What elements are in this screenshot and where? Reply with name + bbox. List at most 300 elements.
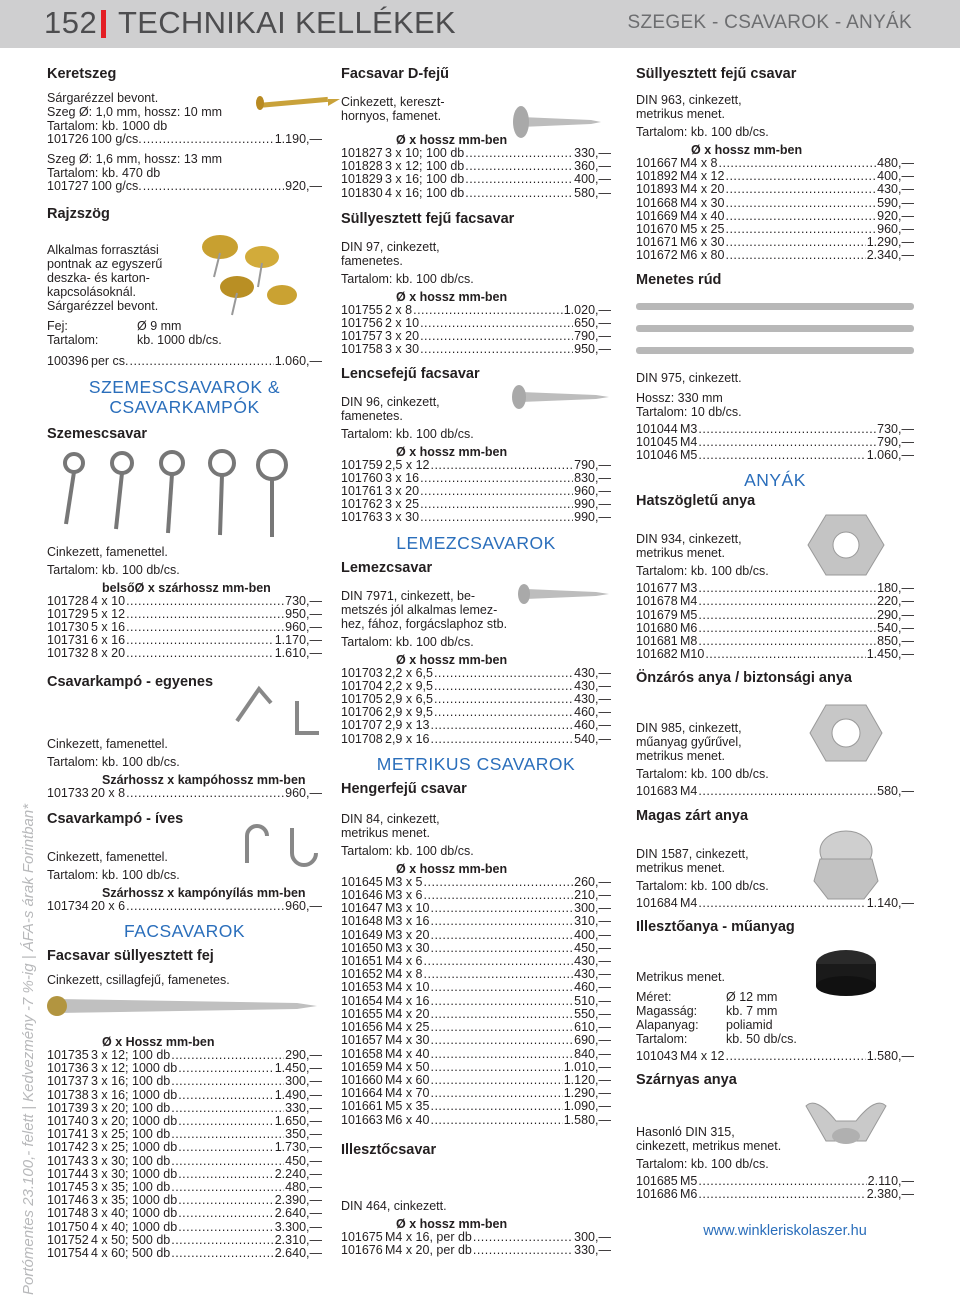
spec-tartalom [47, 333, 322, 347]
item-code: 101671 [636, 235, 678, 250]
section-title: Facsavar D-fejű [341, 66, 449, 82]
price-row [341, 1100, 611, 1113]
item-price: 960,— [285, 620, 322, 635]
section-rajzszog [47, 205, 322, 368]
item-price: 480,— [285, 1180, 322, 1195]
dot-leader [126, 634, 274, 647]
section-facsavar-d [341, 65, 611, 200]
section-title: Lemezcsavar [341, 559, 433, 576]
item-spec: M6 x 80 [680, 248, 725, 263]
item-price: 510,— [574, 993, 611, 1008]
item-code: 101757 [341, 329, 383, 344]
item-spec: 3 x 10; 100 db [385, 146, 465, 160]
item-code: 101727 [47, 179, 89, 194]
content: Tartalom: kb. 100 db/cs. [341, 426, 474, 441]
knurled-nut-image [806, 942, 886, 1002]
variant-2-line-2: Tartalom: kb. 470 db [47, 166, 161, 181]
column-header: Ø x hossz mm-ben [396, 133, 508, 147]
dot-leader [430, 1034, 573, 1047]
desc-line: metrikus menet. [636, 860, 725, 875]
price-row [341, 511, 611, 524]
item-price: 2.110,— [867, 1174, 914, 1189]
item-price: 460,— [574, 980, 611, 995]
item-code: 101680 [636, 620, 678, 635]
price-row [341, 173, 611, 186]
column-header: Ø x hossz mm-ben [691, 143, 803, 157]
item-code: 101752 [47, 1232, 89, 1247]
item-price: 290,— [285, 1048, 322, 1063]
item-code: 101659 [341, 1059, 383, 1074]
item-price: 790,— [574, 329, 611, 344]
dot-leader [178, 1168, 274, 1181]
price-list [636, 423, 914, 463]
column-header: belsőØ x szárhossz mm-ben [102, 580, 271, 595]
item-code: 101731 [47, 633, 89, 648]
item-code: 101647 [341, 901, 383, 916]
content: Tartalom: kb. 100 db/cs. [47, 867, 180, 882]
section-lemezcsavar [341, 559, 611, 746]
item-code: 101653 [341, 980, 383, 995]
item-code: 101657 [341, 1033, 383, 1048]
section-title: Facsavar süllyesztett fej [47, 948, 214, 965]
item-code: 101762 [341, 497, 383, 512]
item-code: 101681 [636, 634, 678, 649]
content: Tartalom: kb. 100 db/cs. [636, 878, 769, 893]
hex-nut-image [806, 510, 886, 580]
desc-line: DIN 97, cinkezett, [341, 239, 440, 254]
item-price: 210,— [574, 888, 611, 903]
item-price: 550,— [574, 1006, 611, 1021]
item-spec: 3 x 16; 100 db [91, 1074, 171, 1089]
price-row [341, 1048, 611, 1061]
desc-line: Sárgarézzel bevont. [47, 299, 159, 314]
desc-line: metrikus menet. [636, 749, 725, 764]
item-spec: M4 x 70 [385, 1086, 430, 1101]
item-spec: 100 g/cs. [91, 179, 142, 194]
item-price: 960,— [574, 484, 611, 499]
price-row [636, 449, 914, 462]
item-spec: M5 [680, 448, 698, 463]
dot-leader [430, 719, 573, 732]
item-code: 101658 [341, 1046, 383, 1061]
price-row [636, 785, 914, 798]
section-kampo-ives [47, 810, 322, 913]
column-header: Szárhossz x kampónyílás mm-ben [102, 885, 306, 900]
dot-leader [126, 787, 284, 800]
dot-leader [178, 1194, 274, 1207]
page-number: 152 [44, 5, 98, 40]
column-3 [636, 62, 914, 1239]
dot-leader [126, 608, 284, 621]
item-code: 101648 [341, 914, 383, 929]
price-list [636, 1175, 914, 1201]
item-code: 101759 [341, 457, 383, 472]
item-code: 101732 [47, 646, 89, 661]
item-spec: M3 [680, 421, 698, 436]
dot-leader [430, 1061, 562, 1074]
item-spec: 4 x 60; 500 db [91, 1246, 171, 1261]
item-spec: M4 x 50 [385, 1059, 430, 1074]
dot-leader [465, 187, 573, 200]
item-spec: M4 x 30 [680, 195, 725, 210]
item-spec: 3 x 16; 100 db [385, 172, 465, 187]
item-code: 101677 [636, 581, 678, 596]
price-list [341, 147, 611, 200]
item-spec: 3 x 30 [385, 510, 420, 525]
dot-leader [430, 995, 573, 1008]
item-price: 360,— [574, 159, 611, 174]
price-list [341, 1231, 611, 1257]
item-spec: 3 x 16; 1000 db [91, 1087, 178, 1102]
content: Tartalom: 10 db/cs. [636, 404, 742, 419]
dot-leader [725, 249, 865, 262]
price-row [341, 915, 611, 928]
item-spec: M4 x 16, per db [385, 1229, 472, 1244]
section-menetes-rud [636, 271, 914, 463]
item-code: 101669 [636, 208, 678, 223]
item-spec: M6 x 30 [680, 235, 725, 250]
price-row [636, 1050, 914, 1063]
section-title: Rajzszög [47, 206, 110, 223]
item-code: 101703 [341, 665, 383, 680]
item-spec: 3 x 25; 1000 db [91, 1140, 178, 1155]
dot-leader [725, 236, 865, 249]
item-spec: 3 x 40; 1000 db [91, 1206, 178, 1221]
section-banner: SZEMESCSAVAROK & CSAVARKAMPÓK [88, 376, 281, 417]
item-spec: M4 x 12 [680, 1048, 725, 1063]
item-price: 2.340,— [866, 248, 914, 263]
item-code: 101827 [341, 146, 383, 160]
item-spec: 3 x 20 [385, 329, 420, 344]
dot-leader [430, 1074, 562, 1087]
dot-leader [424, 889, 574, 902]
item-spec: 3 x 35; 1000 db [91, 1193, 178, 1208]
section-title: Menetes rúd [636, 271, 722, 288]
item-spec: M10 [680, 647, 705, 662]
item-spec: M4 x 12 [680, 169, 725, 184]
price-list [341, 459, 611, 525]
price-row [636, 423, 914, 436]
dot-leader [178, 1207, 274, 1220]
item-code: 101686 [636, 1187, 678, 1202]
item-spec: M4 [680, 784, 698, 799]
item-spec: 3 x 30; 1000 db [91, 1166, 178, 1181]
dot-leader [178, 1115, 274, 1128]
section-title: Önzárós anya / biztonsági anya [636, 670, 852, 687]
item-spec: 2,2 x 6,5 [385, 665, 433, 680]
desc-line: metszés jól alkalmas lemez- [341, 602, 498, 617]
column-header: Szárhossz x kampóhossz mm-ben [102, 772, 306, 787]
item-spec: M4 x 20 [385, 1006, 430, 1021]
desc-line: metrikus menet. [636, 107, 725, 121]
item-spec: M4 x 6 [385, 954, 423, 969]
item-price: 1.580,— [866, 1048, 914, 1063]
desc-line: pontnak az egyszerű [47, 257, 163, 272]
dot-leader [698, 436, 876, 449]
price-list [341, 876, 611, 1127]
section-banner: LEMEZCSAVAROK [396, 532, 556, 553]
item-code: 101682 [636, 647, 678, 662]
item-code: 101738 [47, 1087, 89, 1102]
section-szemescsavar [47, 425, 322, 661]
item-price: 350,— [285, 1127, 322, 1142]
desc-line: Cinkezett, kereszt- [341, 95, 445, 109]
item-code: 101741 [47, 1127, 89, 1142]
price-row [636, 249, 914, 262]
price-list [47, 595, 322, 661]
dot-leader [473, 1244, 573, 1257]
item-spec: M5 x 35 [385, 1099, 430, 1114]
item-spec: 4 x 16; 100 db [385, 185, 465, 200]
dot-leader [725, 223, 876, 236]
item-price: 1.610,— [274, 646, 322, 661]
item-spec: 100 g/cs. [91, 132, 142, 146]
item-spec: M4 [680, 594, 698, 609]
section-title: Keretszeg [47, 66, 117, 82]
section-illesztocsavar [341, 1141, 611, 1257]
section-title: Csavarkampó - egyenes [47, 673, 214, 690]
item-code: 101828 [341, 159, 383, 174]
dot-leader [719, 157, 877, 170]
header-separator [101, 10, 106, 38]
item-price: 430,— [574, 692, 611, 707]
price-row [47, 1089, 322, 1102]
dot-leader [465, 173, 573, 186]
price-row [341, 1231, 611, 1244]
item-price: 790,— [877, 434, 914, 449]
dot-leader [705, 648, 865, 661]
section-title: Illesztőcsavar [341, 1141, 437, 1158]
variant-1-line-2: Tartalom: kb. 1000 db [47, 119, 168, 133]
spec-label: Alapanyag: [636, 1017, 699, 1032]
item-spec: M4 x 8 [680, 156, 718, 170]
dot-leader [473, 1231, 573, 1244]
dot-leader [171, 1234, 274, 1247]
item-price: 180,— [877, 581, 914, 596]
item-spec: 2 x 8 [385, 302, 413, 317]
item-code: 101730 [47, 620, 89, 635]
dot-leader [178, 1141, 274, 1154]
item-price: 730,— [877, 421, 914, 436]
item-price: 1.170,— [274, 633, 322, 648]
item-price: 1.060,— [866, 448, 914, 463]
item-price: 450,— [574, 940, 611, 955]
desc: DIN 464, cinkezett. [341, 1198, 447, 1213]
dot-leader [430, 981, 573, 994]
dot-leader [171, 1247, 274, 1260]
item-spec: 20 x 8 [91, 785, 126, 800]
item-code: 101750 [47, 1219, 89, 1234]
item-price: 430,— [574, 967, 611, 982]
desc-line: DIN 1587, cinkezett, [636, 846, 749, 861]
spec-label: Magasság: [636, 1003, 698, 1018]
spec-value: kb. 50 db/cs. [726, 1031, 797, 1046]
item-price: 300,— [574, 901, 611, 916]
item-price: 1.290,— [866, 235, 914, 250]
dot-leader [725, 197, 876, 210]
threaded-rod-image [636, 297, 916, 367]
dot-leader [430, 942, 573, 955]
dot-leader [424, 968, 574, 981]
item-spec: M4 x 40 [680, 208, 725, 223]
item-spec: M3 x 16 [385, 914, 430, 929]
dot-leader [725, 183, 876, 196]
desc: Cinkezett, famenettel. [47, 544, 168, 559]
item-spec: 6 x 16 [91, 633, 126, 648]
wood-screw-image [47, 991, 317, 1021]
item-price: 330,— [574, 146, 611, 160]
section-title: Süllyesztett fejű facsavar [341, 210, 515, 227]
item-spec: 4 x 40; 1000 db [91, 1219, 178, 1234]
item-code: 101746 [47, 1193, 89, 1208]
section-title: Magas zárt anya [636, 807, 749, 824]
item-code: 101755 [341, 302, 383, 317]
item-price: 990,— [574, 497, 611, 512]
item-price: 1.020,— [563, 302, 611, 317]
dot-leader [725, 1050, 865, 1063]
item-price: 580,— [574, 185, 611, 200]
item-code: 101044 [636, 421, 678, 436]
item-code: 101654 [341, 993, 383, 1008]
section-banner: FACSAVAROK [123, 921, 246, 942]
item-price: 3.300,— [274, 1219, 322, 1234]
item-price: 1.090,— [563, 1099, 611, 1114]
section-keretszeg [47, 65, 322, 193]
item-code: 101745 [47, 1180, 89, 1195]
item-price: 300,— [574, 1229, 611, 1244]
item-spec: 3 x 16 [385, 470, 420, 485]
item-spec: M4 x 16 [385, 993, 430, 1008]
item-code: 101683 [636, 784, 678, 799]
item-spec: M4 [680, 434, 698, 449]
dot-leader [725, 170, 876, 183]
content: Tartalom: kb. 100 db/cs. [636, 767, 769, 782]
wing-nut-image [796, 1091, 896, 1151]
category-title: SZEGEK - CSAVAROK - ANYÁK [627, 12, 912, 33]
item-code: 100396 [47, 354, 89, 369]
item-code: 101667 [636, 156, 678, 170]
desc-line: DIN 84, cinkezett, [341, 811, 440, 826]
item-spec: 2,2 x 9,5 [385, 678, 433, 693]
item-spec: M4 x 20, per db [385, 1242, 472, 1257]
item-price: 2.380,— [866, 1187, 914, 1202]
price-row [341, 719, 611, 732]
item-price: 960,— [877, 222, 914, 237]
item-price: 310,— [574, 914, 611, 929]
item-price: 950,— [285, 606, 322, 621]
price-row [341, 733, 611, 746]
item-code: 101649 [341, 927, 383, 942]
price-row [47, 1221, 322, 1234]
item-spec: 20 x 6 [91, 898, 126, 913]
item-price: 610,— [574, 1020, 611, 1035]
spec-value: kb. 7 mm [726, 1003, 778, 1018]
item-code: 101705 [341, 692, 383, 707]
item-code: 101756 [341, 316, 383, 331]
dot-leader [171, 1102, 284, 1115]
dot-leader [434, 680, 573, 693]
item-code: 101739 [47, 1100, 89, 1115]
price-row [341, 981, 611, 994]
item-code: 101726 [47, 132, 89, 146]
item-code: 101706 [341, 705, 383, 720]
item-price: 400,— [574, 927, 611, 942]
spec-value: Ø 9 mm [137, 319, 182, 334]
section-hatszoglet [636, 492, 914, 661]
item-spec: 3 x 12; 100 db [91, 1048, 171, 1063]
dot-leader [424, 955, 574, 968]
item-code: 101748 [47, 1206, 89, 1221]
dot-leader [725, 210, 876, 223]
item-code: 101736 [47, 1061, 89, 1076]
dot-leader [171, 1128, 284, 1141]
dot-leader [126, 647, 274, 660]
item-price: 460,— [574, 718, 611, 733]
price-row [636, 197, 914, 210]
item-code: 101704 [341, 678, 383, 693]
item-price: 1.120,— [563, 1072, 611, 1087]
dot-leader [430, 915, 573, 928]
dot-leader [430, 929, 573, 942]
item-price: 1.580,— [563, 1112, 611, 1127]
item-price: 430,— [877, 182, 914, 197]
item-spec: M6 x 40 [385, 1112, 430, 1127]
item-price: 300,— [285, 1074, 322, 1089]
item-price: 1.190,— [274, 132, 322, 146]
section-title: Hengerfejű csavar [341, 780, 467, 797]
dot-leader [126, 621, 284, 634]
item-spec: M5 x 25 [680, 222, 725, 237]
content: Tartalom: kb. 100 db/cs. [47, 754, 180, 769]
price-row [47, 787, 322, 800]
item-price: 850,— [877, 634, 914, 649]
item-code: 101661 [341, 1099, 383, 1114]
desc-line: DIN 934, cinkezett, [636, 532, 742, 547]
price-list [636, 582, 914, 661]
item-price: 790,— [574, 457, 611, 472]
item-spec: 3 x 12; 100 db [385, 159, 465, 174]
dot-leader [178, 1089, 274, 1102]
section-illeszto-anya [636, 918, 914, 1063]
item-price: 590,— [877, 195, 914, 210]
item-spec: 5 x 16 [91, 620, 126, 635]
price-row [636, 1188, 914, 1201]
item-spec: M4 [680, 895, 698, 910]
variant-2-line-1: Szeg Ø: 1,6 mm, hossz: 13 mm [47, 152, 223, 167]
price-row [47, 1155, 322, 1168]
dot-leader [430, 1021, 573, 1034]
item-spec: M4 x 30 [385, 1033, 430, 1048]
item-price: 1.010,— [563, 1059, 611, 1074]
section-title: Illesztőanya - műanyag [636, 918, 795, 935]
section-sully-csavar [636, 65, 914, 263]
content: Tartalom: kb. 100 db/cs. [636, 1157, 769, 1172]
desc-line: deszka- és karton- [47, 271, 150, 286]
desc-line: Hasonló DIN 315, [636, 1125, 735, 1140]
column-header: Ø x hossz mm-ben [396, 861, 508, 876]
item-code: 101830 [341, 185, 383, 200]
desc: Cinkezett, famenettel. [47, 849, 168, 864]
item-spec: M4 x 40 [385, 1046, 430, 1061]
dot-leader [430, 459, 573, 472]
spec-value: Ø 12 mm [726, 989, 778, 1004]
website-link[interactable]: www.winkleriskolaszer.hu [703, 1223, 867, 1240]
dot-leader [143, 133, 274, 146]
item-spec: 5 x 12 [91, 606, 126, 621]
item-spec: 3 x 20; 100 db [91, 1100, 171, 1115]
item-spec: 4 x 10 [91, 593, 126, 608]
item-spec: M3 x 6 [385, 888, 423, 903]
